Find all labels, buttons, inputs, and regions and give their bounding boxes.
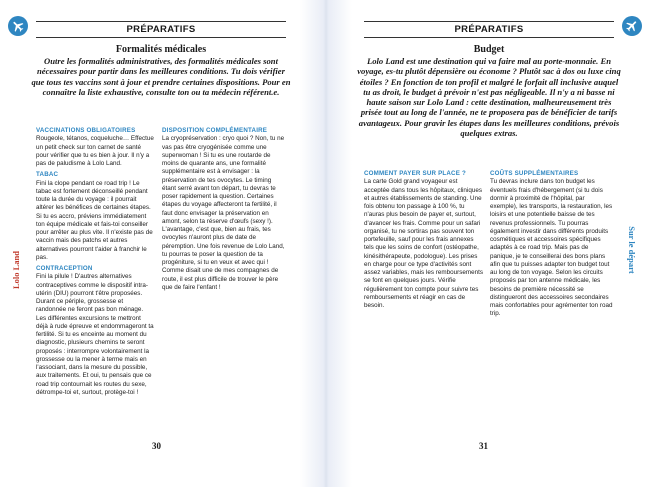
body-paragraph: Tu devras inclure dans ton budget les éventuels frais d'hébergement (si tu dois dormir à proximité de l'hôpital, par exemple), les transports, la restauration, les loisirs et une potentielle baisse de tes revenus professionnels. Tu pourras également investir dans différents produits cosmétiques et accessoires spécifiques adaptés à ce road trip. Mais pas de panique, je te conseillerai des bons plans afin que tu puisses adapter ton budget tout au long de ton voyage. Selon les circuits proposés par ton antenne médicale, les besoins de première nécessité se distingueront des accessoires secondaires mais confortables pour agrémenter ton road trip. [490,178,613,318]
subheading: VACCINATIONS OBLIGATOIRES [36,127,136,134]
left-column-2 [162,124,286,294]
subheading: COMMENT PAYER SUR PLACE ? [364,170,466,177]
book-gutter [300,0,352,487]
subheading: DISPOSITION COMPLÉMENTAIRE [162,127,268,134]
body-paragraph: La cryopréservation : cryo quoi ? Non, tu ne vas pas être cryogénisée comme une superwoman ! Si tu es une routarde de moins de quarante ans, une formalité supplémentaire est à envisager : la préservation de tes ovocytes. Le timing étant serré avant ton départ, tu devras te poser rapidement la question. Certaines étapes du voyage affecteront ta fertilité, il faut donc envisager la préservation en amont, selon ta réserve d'œufs (sexy !). L'avantage, c'est que, bien au frais, tes ovocytes n'auront plus de date de péremption. Une fois revenue de Lolo Land, tu pourras te poser la question de ta progéniture, si tu en veux et avec qui ! Comme disait une de mes compagnes de route, il est plus difficile de trouver le père que de faire l'enfant ! [162,135,285,291]
body-paragraph: Rougeole, tétanos, coqueluche… Effectue un petit check sur ton carnet de santé pour vérifier que tu es bien à jour. Il n'y a pas de paludisme à Lolo Land. [36,135,154,167]
body-paragraph: Fini la clope pendant ce road trip ! Le tabac est fortement déconseillé pendant toute la durée du voyage : il pourrait altérer les bénéfices de certaines étapes. Si tu es accro, préviens immédiatement ton équipe médicale et fais-toi conseiller pour arrêter au plus vite. Il n'existe pas de vaccin mais des patchs et autres alternatives pourront t'aider à franchir le pas. [36,179,153,261]
side-tab-label: Sur le départ [627,226,637,274]
left-column-1 [36,124,154,399]
subheading: TABAC [36,171,59,179]
section-header: PRÉPARATIFS [364,21,614,38]
subheading: COÛTS SUPPLÉMENTAIRES [490,170,579,177]
body-paragraph: La carte Gold grand voyageur est acceptée dans tous les hôpitaux, cliniques et autres établissements de standing. Une fois obtenu ton passage à 100 %, tu n'auras plus besoin de payer et, surtout, d'avancer les frais. Comme pour un safari organisé, tu ne sortiras pas souvent ton portefeuille, sauf pour les frais annexes tels que les soins de confort (ostéopathe, kinésithérapeute, podologue). Les prises en charge pour ce type d'activités sont assez variables, mais les remboursements se font en quelques jours. Vérifie régulièrement ton compte pour suivre tes remboursements et réagir en cas de besoin. [364,178,483,309]
subheading: CONTRACEPTION [36,265,93,272]
section-header: PRÉPARATIFS [36,21,286,38]
page-title: Budget [473,44,505,55]
page-number: 30 [152,441,161,451]
right-column-1 [364,167,484,312]
page-title: Formalités médicales [115,44,207,55]
body-paragraph: Fini la pilule ! D'autres alternatives contraceptives comme le dispositif intra-utérin (DIU) pourront t'être proposées. Durant ce périple, grossesse et randonnée ne feront pas bon ménage. Les différentes excursions te mettront déjà à rude épreuve et endommageront ta fertilité. Si tu es enceinte au moment du diagnostic, plusieurs chemins te seront proposés : interrompre volontairement la grossesse ou la mener à terme mais en l'associant, dans la mesure du possible, aux traitements. Et oui, tu pensais que ce road trip contournait les routes du sexe, détrompe-toi et, surtout, protège-toi ! [36,273,154,396]
intro-text: Outre les formalités administratives, des formalités médicales sont nécessaires pour partir dans les meilleures conditions. Tu dois vérifier que tous tes vaccins sont à jour et prendre certaines dispositions. Pour en connaître la liste exhaustive, consulte ton ou ta médecin référent.e. [31,56,291,97]
airplane-icon [8,16,28,36]
intro-text: Lolo Land est une destination qui va faire mal au porte-monnaie. En voyage, es-tu plutôt dépensière ou économe ? Plutôt sac à dos ou luxe cinq étoiles ? En fonction de ton profil et malgré le forfait all inclusive auquel tu as droit, le budget à prévoir n'est pas négligeable. Il n'y a ni basse ni haute saison sur Lolo Land : cette destination, malheureusement très prisée tout au long de l'année, ne te proposera pas de bénéficier de tarifs avantageux. Pour gravir les étapes dans les meilleures conditions, prévois quelques extras. [357,56,621,139]
page-number: 31 [479,441,488,451]
side-tab-label: Lolo Land [11,250,21,290]
right-column-2 [490,167,614,321]
airplane-icon [622,16,642,36]
